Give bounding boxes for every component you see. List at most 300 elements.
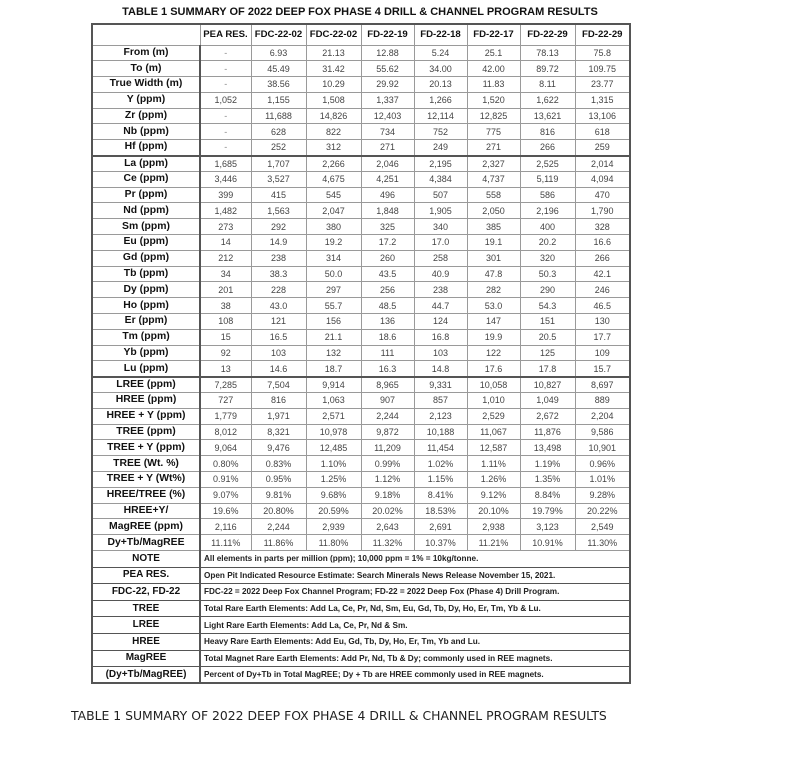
table-cell: 2,014 [575, 156, 630, 172]
table-cell: 2,204 [575, 408, 630, 424]
row-label: Zr (ppm) [92, 108, 200, 124]
table-row [92, 503, 630, 519]
table-row [92, 203, 630, 219]
table-cell: 130 [575, 314, 630, 330]
table-cell: 1.11% [467, 456, 520, 472]
table-cell: 4,384 [414, 171, 467, 187]
table-cell: 4,675 [306, 171, 361, 187]
table-row [92, 124, 630, 140]
row-label: Dy+Tb/MagREE [92, 535, 200, 551]
table-cell: 2,116 [200, 519, 251, 535]
table-cell: 20.02% [361, 503, 414, 519]
note-term: PEA RES. [92, 567, 200, 584]
row-label: MagREE (ppm) [92, 519, 200, 535]
header-corner [92, 24, 200, 45]
table-cell: 9,586 [575, 424, 630, 440]
table-cell: 2,244 [251, 519, 306, 535]
table-cell: 16.8 [414, 329, 467, 345]
table-cell: 7,504 [251, 377, 306, 393]
table-cell: 17.6 [467, 361, 520, 377]
notes-section [92, 551, 630, 684]
table-cell: 2,672 [520, 408, 575, 424]
table-cell: 586 [520, 187, 575, 203]
table-cell: 11.83 [467, 77, 520, 93]
row-label: HREE+Y/ [92, 503, 200, 519]
table-cell: 8,012 [200, 424, 251, 440]
table-row [92, 314, 630, 330]
table-cell: 266 [520, 140, 575, 156]
table-row [92, 519, 630, 535]
table-cell: 325 [361, 219, 414, 235]
table-cell: - [200, 77, 251, 93]
table-cell: 271 [361, 140, 414, 156]
note-row [92, 650, 630, 667]
table-cell: 109 [575, 345, 630, 361]
table-cell: 320 [520, 250, 575, 266]
table-cell: 54.3 [520, 298, 575, 314]
table-cell: 822 [306, 124, 361, 140]
table-cell: 18.6 [361, 329, 414, 345]
row-label: Y (ppm) [92, 92, 200, 108]
table-row [92, 535, 630, 551]
column-header: FD-22-18 [414, 24, 467, 45]
table-cell: 18.7 [306, 361, 361, 377]
table-row [92, 408, 630, 424]
table-cell: 271 [467, 140, 520, 156]
table-cell: 11,688 [251, 108, 306, 124]
table-cell: 18.53% [414, 503, 467, 519]
table-row [92, 92, 630, 108]
table-cell: 10,901 [575, 440, 630, 456]
table-cell: 727 [200, 393, 251, 409]
table-cell: 2,938 [467, 519, 520, 535]
table-cell: 1.15% [414, 472, 467, 488]
table-cell: 11,067 [467, 424, 520, 440]
table-cell: 2,643 [361, 519, 414, 535]
table-cell: 1.35% [520, 472, 575, 488]
table-cell: 92 [200, 345, 251, 361]
table-cell: 29.92 [361, 77, 414, 93]
table-cell: 25.1 [467, 45, 520, 61]
row-label: Lu (ppm) [92, 361, 200, 377]
table-cell: 259 [575, 140, 630, 156]
table-cell: 4,251 [361, 171, 414, 187]
table-cell: 1,315 [575, 92, 630, 108]
table-cell: 2,195 [414, 156, 467, 172]
table-row [92, 250, 630, 266]
table-cell: 9.07% [200, 487, 251, 503]
table-cell: 23.77 [575, 77, 630, 93]
table-cell: 13,621 [520, 108, 575, 124]
table-cell: 14.6 [251, 361, 306, 377]
table-cell: 5,119 [520, 171, 575, 187]
table-cell: - [200, 61, 251, 77]
table-cell: 14,826 [306, 108, 361, 124]
table-cell: 11.32% [361, 535, 414, 551]
table-cell: 17.0 [414, 235, 467, 251]
table-row [92, 171, 630, 187]
table-row [92, 345, 630, 361]
note-definition: Light Rare Earth Elements: Add La, Ce, Pr, Nd & Sm. [200, 617, 630, 634]
note-definition: Open Pit Indicated Resource Estimate: Search Minerals News Release November 15, 2021. [200, 567, 630, 584]
table-cell: 13 [200, 361, 251, 377]
table-cell: 3,527 [251, 171, 306, 187]
table-cell: 228 [251, 282, 306, 298]
table-cell: 8.11 [520, 77, 575, 93]
row-label: TREE (ppm) [92, 424, 200, 440]
table-cell: 53.0 [467, 298, 520, 314]
table-cell: 31.42 [306, 61, 361, 77]
table-cell: 108 [200, 314, 251, 330]
table-cell: 1,905 [414, 203, 467, 219]
table-cell: 17.2 [361, 235, 414, 251]
table-cell: 2,123 [414, 408, 467, 424]
note-row [92, 633, 630, 650]
table-cell: 13,498 [520, 440, 575, 456]
table-cell: 17.7 [575, 329, 630, 345]
table-cell: 1,508 [306, 92, 361, 108]
column-header: FD-22-19 [361, 24, 414, 45]
table-cell: 17.8 [520, 361, 575, 377]
table-cell: 2,244 [361, 408, 414, 424]
table-cell: 1,520 [467, 92, 520, 108]
table-cell: 1.26% [467, 472, 520, 488]
note-row [92, 667, 630, 684]
table-cell: 19.9 [467, 329, 520, 345]
table-cell: 12,114 [414, 108, 467, 124]
table-cell: 124 [414, 314, 467, 330]
table-cell: 1,010 [467, 393, 520, 409]
table-cell: - [200, 140, 251, 156]
table-row [92, 472, 630, 488]
table-cell: 9.18% [361, 487, 414, 503]
table-cell: 12,587 [467, 440, 520, 456]
table-cell: 328 [575, 219, 630, 235]
table-title: TABLE 1 SUMMARY OF 2022 DEEP FOX PHASE 4 DRILL & CHANNEL PROGRAM RESULTS [122, 6, 598, 18]
table-cell: 0.99% [361, 456, 414, 472]
table-cell: 2,549 [575, 519, 630, 535]
note-definition: Heavy Rare Earth Elements: Add Eu, Gd, Tb, Dy, Ho, Er, Tm, Yb and Lu. [200, 633, 630, 650]
table-cell: 10,058 [467, 377, 520, 393]
table-cell: 9.68% [306, 487, 361, 503]
table-cell: 507 [414, 187, 467, 203]
column-header: FD-22-29 [575, 24, 630, 45]
column-header: FDC-22-02 [306, 24, 361, 45]
row-label: HREE/TREE (%) [92, 487, 200, 503]
table-cell: 1,155 [251, 92, 306, 108]
row-label: La (ppm) [92, 156, 200, 172]
table-cell: 19.6% [200, 503, 251, 519]
table-cell: 103 [414, 345, 467, 361]
table-row [92, 456, 630, 472]
row-label: Eu (ppm) [92, 235, 200, 251]
column-header: FD-22-29 [520, 24, 575, 45]
row-label: To (m) [92, 61, 200, 77]
table-row [92, 361, 630, 377]
table-cell: 43.5 [361, 266, 414, 282]
table-cell: 20.22% [575, 503, 630, 519]
table-cell: 89.72 [520, 61, 575, 77]
table-cell: 20.5 [520, 329, 575, 345]
table-row [92, 424, 630, 440]
figure-caption: TABLE 1 SUMMARY OF 2022 DEEP FOX PHASE 4 DRILL & CHANNEL PROGRAM RESULTS [71, 708, 607, 724]
note-term: MagREE [92, 650, 200, 667]
table-cell: 2,691 [414, 519, 467, 535]
table-cell: 20.2 [520, 235, 575, 251]
table-cell: 14 [200, 235, 251, 251]
table-cell: 11.30% [575, 535, 630, 551]
table-cell: 212 [200, 250, 251, 266]
row-label: Er (ppm) [92, 314, 200, 330]
table-cell: 0.80% [200, 456, 251, 472]
table-cell: 545 [306, 187, 361, 203]
table-cell: - [200, 124, 251, 140]
table-cell: 0.83% [251, 456, 306, 472]
table-cell: 558 [467, 187, 520, 203]
table-cell: 1,971 [251, 408, 306, 424]
table-body [92, 45, 630, 551]
table-cell: 312 [306, 140, 361, 156]
table-row [92, 298, 630, 314]
table-cell: 1,063 [306, 393, 361, 409]
row-label: Nb (ppm) [92, 124, 200, 140]
table-cell: 20.80% [251, 503, 306, 519]
row-label: Tb (ppm) [92, 266, 200, 282]
note-definition: Percent of Dy+Tb in Total MagREE; Dy + Tb are HREE commonly used in REE magnets. [200, 667, 630, 684]
row-label: Ce (ppm) [92, 171, 200, 187]
table-cell: 16.3 [361, 361, 414, 377]
row-label: Dy (ppm) [92, 282, 200, 298]
table-cell: 1,266 [414, 92, 467, 108]
table-cell: 816 [251, 393, 306, 409]
table-row [92, 329, 630, 345]
table-cell: 273 [200, 219, 251, 235]
table-cell: 2,939 [306, 519, 361, 535]
table-row [92, 187, 630, 203]
table-cell: 1,685 [200, 156, 251, 172]
table-cell: 21.13 [306, 45, 361, 61]
table-row [92, 219, 630, 235]
table-cell: 1.19% [520, 456, 575, 472]
row-label: Pr (ppm) [92, 187, 200, 203]
table-cell: 9,064 [200, 440, 251, 456]
table-cell: 151 [520, 314, 575, 330]
table-cell: 12.88 [361, 45, 414, 61]
table-cell: 2,266 [306, 156, 361, 172]
table-row [92, 140, 630, 156]
row-label: TREE (Wt. %) [92, 456, 200, 472]
table-cell: 11.80% [306, 535, 361, 551]
table-cell: 0.91% [200, 472, 251, 488]
table-cell: 132 [306, 345, 361, 361]
results-table [91, 23, 631, 684]
table-cell: 400 [520, 219, 575, 235]
table-cell: 20.10% [467, 503, 520, 519]
table-cell: 6.93 [251, 45, 306, 61]
table-cell: 1,848 [361, 203, 414, 219]
table-cell: 40.9 [414, 266, 467, 282]
table-cell: 1.01% [575, 472, 630, 488]
table-cell: 9,872 [361, 424, 414, 440]
table-cell: 1,049 [520, 393, 575, 409]
table-row [92, 282, 630, 298]
table-cell: 301 [467, 250, 520, 266]
table-cell: 4,737 [467, 171, 520, 187]
table-row [92, 235, 630, 251]
table-cell: 12,485 [306, 440, 361, 456]
table-cell: 15 [200, 329, 251, 345]
row-label: Hf (ppm) [92, 140, 200, 156]
row-label: TREE + Y (ppm) [92, 440, 200, 456]
table-cell: 470 [575, 187, 630, 203]
table-cell: 5.24 [414, 45, 467, 61]
table-cell: 121 [251, 314, 306, 330]
header-row [92, 24, 630, 45]
table-cell: 10,978 [306, 424, 361, 440]
note-definition: Total Rare Earth Elements: Add La, Ce, Pr, Nd, Sm, Eu, Gd, Tb, Dy, Ho, Er, Tm, Yb & Lu. [200, 600, 630, 617]
table-cell: 75.8 [575, 45, 630, 61]
table-cell: 8,697 [575, 377, 630, 393]
table-cell: 282 [467, 282, 520, 298]
table-cell: 292 [251, 219, 306, 235]
table-cell: 78.13 [520, 45, 575, 61]
table-cell: 2,047 [306, 203, 361, 219]
table-cell: 19.1 [467, 235, 520, 251]
table-cell: 1.02% [414, 456, 467, 472]
table-cell: 816 [520, 124, 575, 140]
table-row [92, 266, 630, 282]
table-cell: 11.21% [467, 535, 520, 551]
table-cell: 12,825 [467, 108, 520, 124]
table-cell: 618 [575, 124, 630, 140]
note-definition: All elements in parts per million (ppm); 10,000 ppm = 1% = 10kg/tonne. [200, 551, 630, 568]
table-cell: 2,046 [361, 156, 414, 172]
table-cell: 147 [467, 314, 520, 330]
table-cell: 34 [200, 266, 251, 282]
table-cell: 10.37% [414, 535, 467, 551]
table-cell: 9,476 [251, 440, 306, 456]
table-cell: 8,965 [361, 377, 414, 393]
table-cell: 38 [200, 298, 251, 314]
table-cell: 9.81% [251, 487, 306, 503]
note-term: FDC-22, FD-22 [92, 584, 200, 601]
row-label: True Width (m) [92, 77, 200, 93]
note-term: LREE [92, 617, 200, 634]
table-row [92, 77, 630, 93]
table-cell: 34.00 [414, 61, 467, 77]
table-cell: 1,337 [361, 92, 414, 108]
table-row [92, 377, 630, 393]
table-cell: 9,331 [414, 377, 467, 393]
table-cell: 55.7 [306, 298, 361, 314]
table-cell: 0.95% [251, 472, 306, 488]
table-cell: 1,779 [200, 408, 251, 424]
table-cell: 55.62 [361, 61, 414, 77]
table-cell: 19.79% [520, 503, 575, 519]
note-row [92, 551, 630, 568]
table-cell: 752 [414, 124, 467, 140]
table-cell: 1.12% [361, 472, 414, 488]
table-cell: 256 [361, 282, 414, 298]
table-cell: 775 [467, 124, 520, 140]
note-term: HREE [92, 633, 200, 650]
table-cell: 399 [200, 187, 251, 203]
table-cell: 11.86% [251, 535, 306, 551]
table-cell: 9.12% [467, 487, 520, 503]
table-cell: 103 [251, 345, 306, 361]
note-row [92, 617, 630, 634]
table-cell: 122 [467, 345, 520, 361]
table-cell: 2,050 [467, 203, 520, 219]
table-cell: 1.10% [306, 456, 361, 472]
table-cell: 266 [575, 250, 630, 266]
table-cell: 38.56 [251, 77, 306, 93]
note-term: TREE [92, 600, 200, 617]
table-cell: 380 [306, 219, 361, 235]
table-cell: 2,196 [520, 203, 575, 219]
table-cell: 2,327 [467, 156, 520, 172]
table-cell: 857 [414, 393, 467, 409]
table-cell: 16.5 [251, 329, 306, 345]
note-row [92, 600, 630, 617]
table-cell: 10,827 [520, 377, 575, 393]
table-cell: - [200, 45, 251, 61]
row-label: Tm (ppm) [92, 329, 200, 345]
table-cell: 9.28% [575, 487, 630, 503]
row-label: TREE + Y (Wt%) [92, 472, 200, 488]
table-cell: 252 [251, 140, 306, 156]
table-cell: 0.96% [575, 456, 630, 472]
table-cell: 3,123 [520, 519, 575, 535]
table-cell: 11.11% [200, 535, 251, 551]
table-cell: 1,052 [200, 92, 251, 108]
column-header: FD-22-17 [467, 24, 520, 45]
table-cell: 11,876 [520, 424, 575, 440]
table-cell: 46.5 [575, 298, 630, 314]
table-row [92, 45, 630, 61]
table-cell: 50.3 [520, 266, 575, 282]
row-label: Nd (ppm) [92, 203, 200, 219]
row-label: LREE (ppm) [92, 377, 200, 393]
table-cell: 47.8 [467, 266, 520, 282]
table-row [92, 61, 630, 77]
table-cell: 45.49 [251, 61, 306, 77]
table-cell: 15.7 [575, 361, 630, 377]
table-cell: 11,209 [361, 440, 414, 456]
table-cell: 7,285 [200, 377, 251, 393]
table-cell: 249 [414, 140, 467, 156]
column-header: PEA RES. [200, 24, 251, 45]
table-cell: 20.59% [306, 503, 361, 519]
table-cell: 385 [467, 219, 520, 235]
table-cell: 10.91% [520, 535, 575, 551]
table-cell: 258 [414, 250, 467, 266]
table-cell: 50.0 [306, 266, 361, 282]
table-cell: 42.00 [467, 61, 520, 77]
table-cell: 907 [361, 393, 414, 409]
table-cell: 260 [361, 250, 414, 266]
row-label: Sm (ppm) [92, 219, 200, 235]
row-label: Ho (ppm) [92, 298, 200, 314]
table-cell: 1,707 [251, 156, 306, 172]
table-cell: 734 [361, 124, 414, 140]
table-cell: 16.6 [575, 235, 630, 251]
note-term: NOTE [92, 551, 200, 568]
table-cell: 628 [251, 124, 306, 140]
table-cell: 1,790 [575, 203, 630, 219]
table-cell: 4,094 [575, 171, 630, 187]
table-cell: 415 [251, 187, 306, 203]
